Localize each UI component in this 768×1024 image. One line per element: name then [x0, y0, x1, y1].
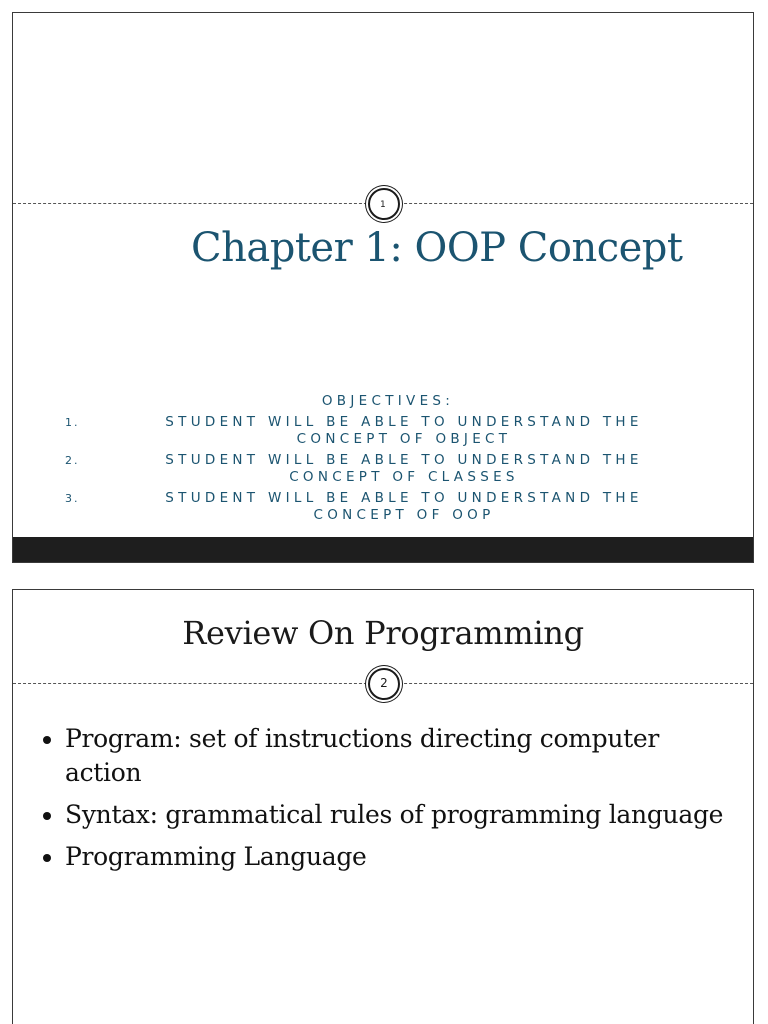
objective-line: CONCEPT OF OOP	[313, 507, 495, 523]
bullet-text: Syntax: grammatical rules of programming language	[65, 800, 724, 829]
bullet-text: Programming Language	[65, 842, 367, 871]
objectives-heading: OBJECTIVES:	[321, 393, 455, 409]
objective-item	[53, 414, 703, 448]
objective-line: CONCEPT OF OBJECT	[296, 431, 512, 447]
objective-number: 3.	[65, 492, 80, 505]
slide-2	[12, 589, 754, 1024]
objective-line: CONCEPT OF CLASSES	[289, 469, 519, 485]
objective-line: STUDENT WILL BE ABLE TO UNDERSTAND THE	[165, 452, 643, 468]
objective-number: 2.	[65, 454, 80, 467]
bullet-dot-icon	[43, 854, 51, 862]
slide-number-badge	[368, 188, 400, 220]
slide-number-badge	[368, 668, 400, 700]
objective-line: STUDENT WILL BE ABLE TO UNDERSTAND THE	[165, 414, 643, 430]
bullet-dot-icon	[43, 736, 51, 744]
chapter-title: Chapter 1: OOP Concept	[191, 225, 683, 271]
bullet-item	[37, 722, 737, 790]
slide-number: 1	[380, 200, 386, 210]
objective-item	[53, 490, 703, 524]
objectives-block	[53, 393, 703, 524]
bullet-text: Program: set of instructions directing computer action	[65, 724, 660, 787]
bullet-item	[37, 798, 737, 832]
slide-footer-bar	[13, 537, 753, 563]
bullet-item	[37, 840, 737, 874]
objective-item	[53, 452, 703, 486]
objective-line: STUDENT WILL BE ABLE TO UNDERSTAND THE	[165, 490, 643, 506]
bullet-dot-icon	[43, 812, 51, 820]
slide-number: 2	[380, 676, 388, 690]
bullet-list	[37, 722, 737, 882]
slide-title: Review On Programming	[182, 614, 584, 652]
slide-1	[12, 12, 754, 563]
objective-number: 1.	[65, 416, 80, 429]
